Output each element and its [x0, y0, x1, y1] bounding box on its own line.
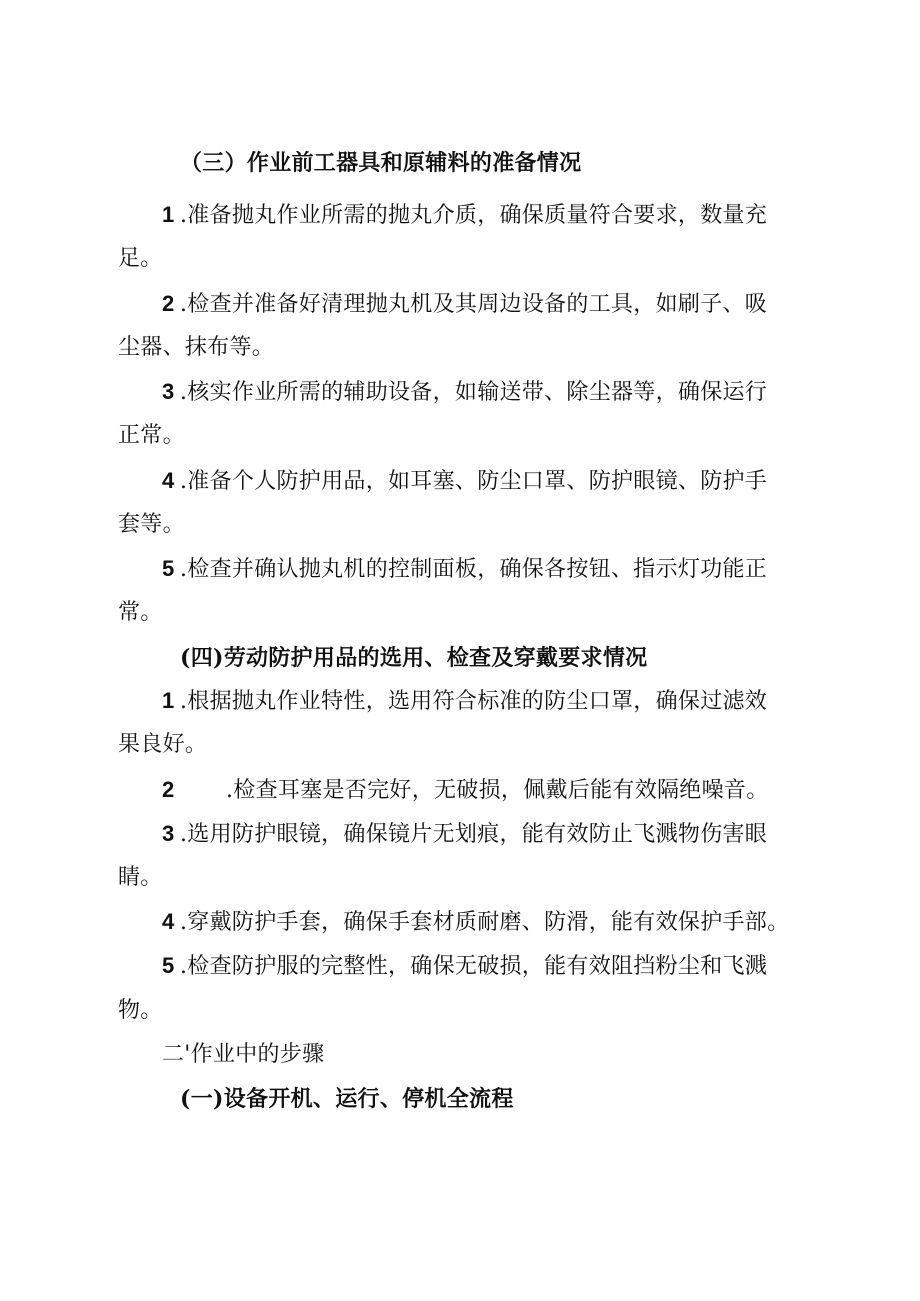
section-4-item-1-line-2: 果良好。: [118, 732, 208, 757]
section-4-item-5-line-1: [162, 951, 862, 982]
section-3-item-4-line-2: 套等。: [118, 512, 185, 537]
item-text: .检查防护服的完整性，确保无破损，能有效阻挡粉尘和飞溅: [180, 954, 768, 979]
section-4-item-1-line-1: [162, 686, 862, 717]
section-3-item-2-line-1: [162, 289, 862, 320]
item-number: 5: [162, 556, 175, 581]
section-4-item-5-line-2: 物。: [118, 998, 163, 1023]
section-4-item-2-line-1: [162, 775, 862, 806]
item-number: 4: [162, 909, 175, 934]
part-2-heading: 二'作业中的步骤: [162, 1042, 325, 1067]
item-text: .准备个人防护用品，如耳塞、防尘口罩、防护眼镜、防护手: [180, 469, 768, 494]
section-4-item-4-line-1: [162, 907, 862, 938]
item-text: .检查并确认抛丸机的控制面板，确保各按钮、指示灯功能正: [180, 557, 768, 582]
item-number: 1: [162, 688, 175, 713]
section-3-item-1-line-1: [162, 200, 862, 231]
section-4-heading: (四)劳动防护用品的选用、检查及穿戴要求情况: [180, 645, 648, 671]
item-number: 5: [162, 953, 175, 978]
item-text: .检查并准备好清理抛丸机及其周边设备的工具，如刷子、吸: [180, 292, 768, 317]
item-text: .核实作业所需的辅助设备，如输送带、除尘器等，确保运行: [180, 380, 768, 405]
section-3-item-1-line-2: 足。: [118, 246, 163, 271]
item-number: 3: [162, 821, 175, 846]
item-number: 2: [162, 291, 175, 316]
part-2-sub-heading: (一)设备开机、运行、停机全流程: [180, 1086, 514, 1112]
section-3-item-3-line-1: [162, 377, 862, 408]
item-number: 2: [162, 777, 175, 802]
section-4-item-3-line-2: 睛。: [118, 865, 163, 890]
section-3-item-3-line-2: 正常。: [118, 423, 185, 448]
section-4-item-3-line-1: [162, 819, 862, 850]
item-text: .根据抛丸作业特性，选用符合标准的防尘口罩，确保过滤效: [180, 689, 768, 714]
section-3-item-4-line-1: [162, 466, 862, 497]
item-number: 3: [162, 379, 175, 404]
item-text: .检查耳塞是否完好，无破损，佩戴后能有效隔绝噪音。: [226, 778, 769, 803]
item-text: .穿戴防护手套，确保手套材质耐磨、防滑，能有效保护手部。: [180, 910, 790, 935]
item-number: 4: [162, 468, 175, 493]
section-3-item-5-line-2: 常。: [118, 600, 163, 625]
section-3-heading: （三）作业前工器具和原辅料的准备情况: [180, 150, 582, 176]
section-3-item-2-line-2: 尘器、抹布等。: [118, 335, 275, 360]
item-text: .选用防护眼镜，确保镜片无划痕，能有效防止飞溅物伤害眼: [180, 822, 768, 847]
section-3-item-5-line-1: [162, 554, 862, 585]
item-text: .准备抛丸作业所需的抛丸介质，确保质量符合要求，数量充: [180, 203, 768, 228]
item-number: 1: [162, 202, 175, 227]
